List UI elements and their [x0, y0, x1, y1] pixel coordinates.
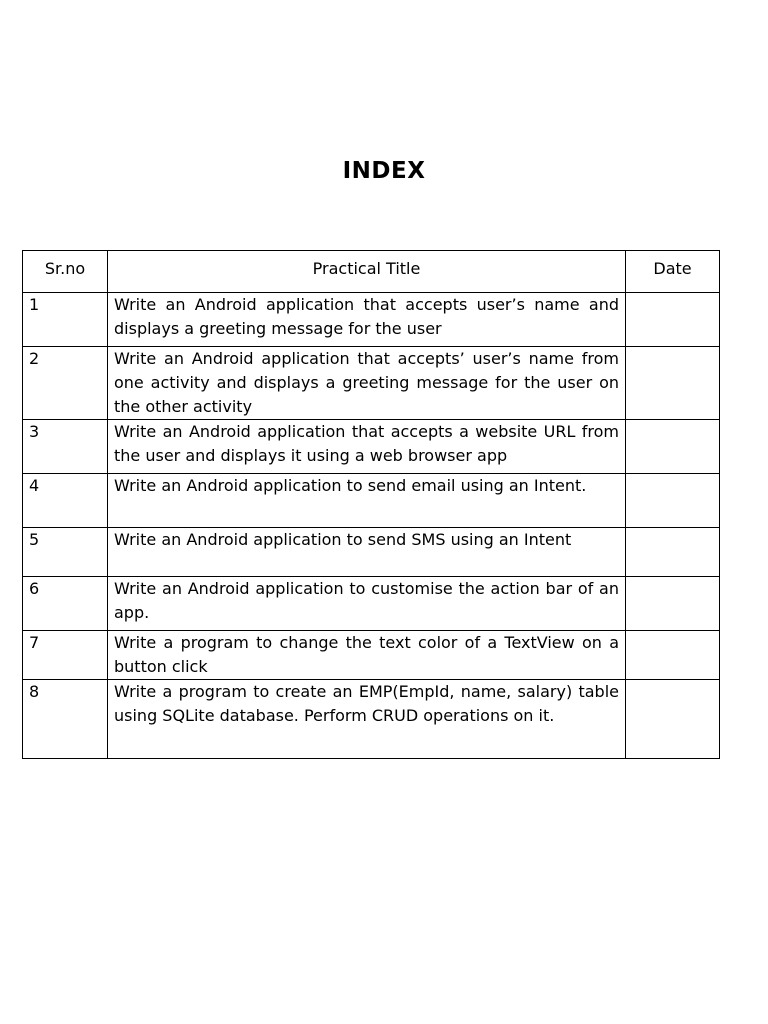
practical-title-cell: Write an Android application to send SMS using an Intent [108, 528, 626, 577]
srno-cell: 7 [23, 631, 108, 680]
table-row [23, 420, 720, 474]
date-cell [626, 680, 720, 759]
date-cell [626, 474, 720, 528]
srno-cell: 8 [23, 680, 108, 759]
practical-title-cell: Write an Android application to send email using an Intent. [108, 474, 626, 528]
date-cell [626, 528, 720, 577]
date-cell [626, 631, 720, 680]
header-srno: Sr.no [23, 251, 108, 293]
date-cell [626, 420, 720, 474]
table-row [23, 293, 720, 347]
srno-cell: 1 [23, 293, 108, 347]
date-cell [626, 293, 720, 347]
practical-title-cell: Write an Android application that accepts a website URL from the user and displays it using a web browser app [108, 420, 626, 474]
table-header-row [23, 251, 720, 293]
practical-title-cell: Write an Android application that accepts’ user’s name from one activity and displays a greeting message for the user on the other activity [108, 347, 626, 420]
srno-cell: 4 [23, 474, 108, 528]
practical-title-cell: Write a program to create an EMP(EmpId, name, salary) table using SQLite database. Perform CRUD operations on it. [108, 680, 626, 759]
page-title: INDEX [342, 158, 426, 184]
header-date: Date [626, 251, 720, 293]
table-row [23, 347, 720, 420]
date-cell [626, 577, 720, 631]
srno-cell: 5 [23, 528, 108, 577]
table-row [23, 577, 720, 631]
header-practical-title: Practical Title [108, 251, 626, 293]
table-row [23, 680, 720, 759]
table-row [23, 528, 720, 577]
practical-title-cell: Write an Android application to customise the action bar of an app. [108, 577, 626, 631]
table-row [23, 631, 720, 680]
srno-cell: 3 [23, 420, 108, 474]
srno-cell: 2 [23, 347, 108, 420]
practical-title-cell: Write an Android application that accepts user’s name and displays a greeting message for the user [108, 293, 626, 347]
index-table [22, 250, 720, 759]
srno-cell: 6 [23, 577, 108, 631]
date-cell [626, 347, 720, 420]
practical-title-cell: Write a program to change the text color of a TextView on a button click [108, 631, 626, 680]
table-row [23, 474, 720, 528]
